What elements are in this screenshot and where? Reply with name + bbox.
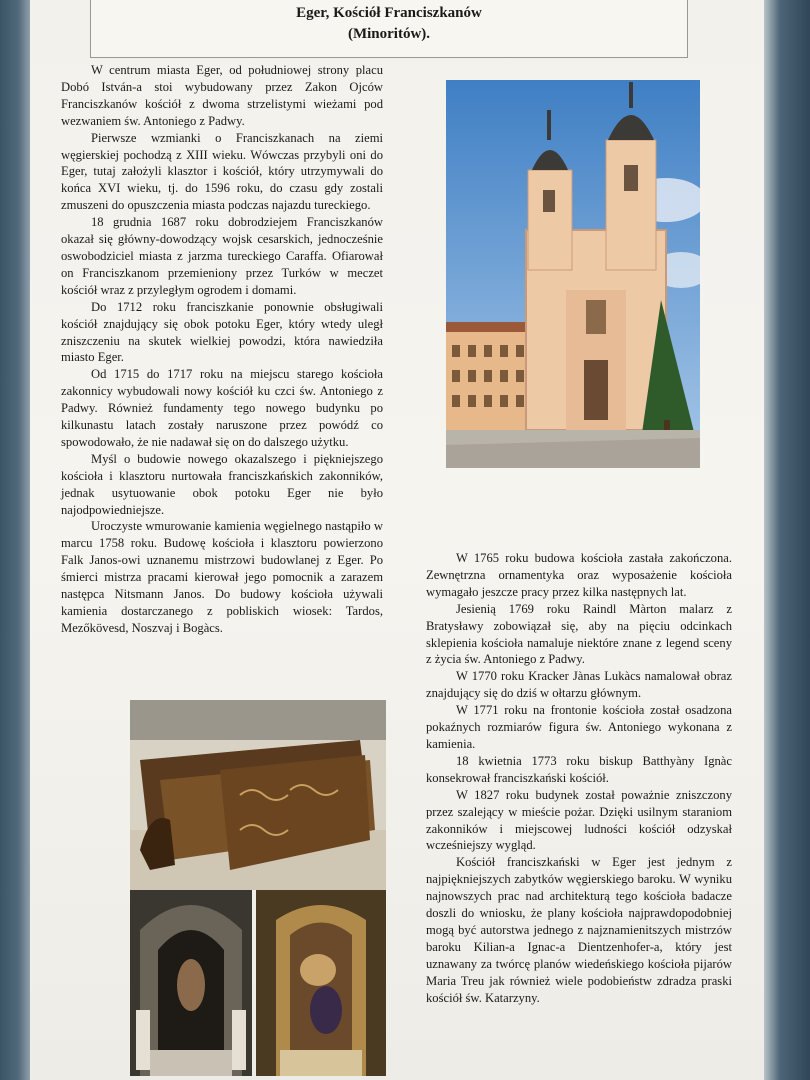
page-subtitle: (Minoritów). <box>347 26 431 42</box>
church-facade-photo <box>446 80 700 468</box>
frame-left-edge <box>0 0 30 1080</box>
church-pews-photo <box>130 700 386 890</box>
side-altar-photo <box>130 890 252 1076</box>
left-paragraph: Pierwsze wzmianki o Franciszkanach na ziemi węgierskiej pochodzą z XIII wieku. Wówczas przybyli oni do Eger, tutaj założyli klasztor i kościół, który utrzymywali do końca XVI wieku, tj. do 1596 roku, do czasu gdy zostali zmuszeni do opuszczenia miasta podczas najazdu tureckiego. <box>61 130 383 213</box>
right-paragraph: W 1770 roku Kracker Jànas Lukàcs namalował obraz znajdujący się do dziś w ołtarzu głównym. <box>426 669 732 701</box>
right-paragraph: Kościół franciszkański w Eger jest jednym z najpiękniejszych zabytków węgierskiego baroku. W wyniku najnowszych prac nad architekturą tego kościoła badacze doszli do wniosku, że plany kościoła najprawdopodobniej mogą być autorstwa jednego z najznamienitszych mistrzów baroku Kilian-a Ignac-a Dientzenhofer-a, który jest uznawany za twórcę planów wiedeńskiego kościoła pijarów Maria Treu jak również wiele podobieństw zdradza praski kościół św. Katarzyny. <box>426 855 732 1005</box>
document-sheet <box>30 0 764 1080</box>
main-altar-photo <box>256 890 386 1076</box>
left-paragraph: 18 grudnia 1687 roku dobrodziejem Franciszkanów okazał się główny-dowodzący wojsk cesarskich, jednocześnie oswobodziciel miasta z jarzma tureckiego Caraffa. Ofiarował on Franciszkanom przemieniony przez Turków w meczet kościół wraz z przyległym ogrodem i domami. <box>61 215 383 297</box>
left-paragraph: Od 1715 do 1717 roku na miejscu starego kościoła zakonnicy wybudowali nowy kościół ku czci św. Antoniego z Padwy. Również fundamenty tego nowego budynku po kilkunastu latach zostały naruszone przez powódź co spowodowało, że nie nadawał się on do dalszego użytku. <box>61 367 383 449</box>
right-paragraph: Jesienią 1769 roku Raindl Màrton malarz z Bratysławy zobowiązał się, aby na pięciu odcinkach sklepienia kościoła namaluje niektóre znane z legend sceny z życia św. Antoniego z Padwy. <box>426 601 732 667</box>
right-paragraph: W 1771 roku na frontonie kościoła został osadzona pokaźnych rozmiarów figura św. Antoniego wykonana z kamienia. <box>426 703 732 751</box>
left-paragraph: Uroczyste wmurowanie kamienia węgielnego nastąpiło w marcu 1758 roku. Budowę kościoła i klasztoru powierzono Falk Janos-owi uznanemu mistrzowi budowlanej z Eger. Po śmierci mistrza pracami kierował jego pomocnik a zarazem następca Nitsmann Janos. Do budowy kościoła używali kamienia dostarczanego z pobliskich wiosek: Tardos, Mezőkövesd, Noszvaj i Bogàcs. <box>61 519 383 635</box>
right-paragraph: W 1765 roku budowa kościoła zastała zakończona. Zewnętrzna ornamentyka oraz wyposażenie kościoła wymagało jeszcze pracy przez kilka następnych lat. <box>426 551 732 599</box>
left-paragraph: Do 1712 roku franciszkanie ponownie obsługiwali kościół znajdujący się obok potoku Eger, który wtedy uległ zniszczeniu na skutek wielkiej powodzi, która nawiedziła miasto Eger. <box>61 299 383 365</box>
frame-right-edge <box>764 0 810 1080</box>
right-paragraph: W 1827 roku budynek został poważnie zniszczony przez szalejący w mieście pożar. Dzięki usilnym staraniom zakonników i miejscowej ludności kościół odzyskał wcześniejszy wygląd. <box>426 787 732 853</box>
left-paragraph: Myśl o budowie nowego okazalszego i piękniejszego kościoła i klasztoru nurtowała franciszkańskich zakonników, jednak usytuowanie obok potoku Eger nie było najodpowiedniejsze. <box>61 451 383 517</box>
page-title: Eger, Kościół Franciszkanów <box>296 5 482 21</box>
right-text-column <box>426 550 732 1006</box>
left-text-column <box>61 62 383 637</box>
title-box <box>90 0 688 58</box>
right-paragraph: 18 kwietnia 1773 roku biskup Batthyàny Ignàc konsekrował franciszkański kościół. <box>426 753 732 785</box>
left-paragraph: W centrum miasta Eger, od południowej strony placu Dobó István-a stoi wybudowany przez Zakon Ojców Franciszkanów kościół z dwoma strzelistymi wieżami pod wezwaniem św. Antoniego z Padwy. <box>61 63 383 128</box>
